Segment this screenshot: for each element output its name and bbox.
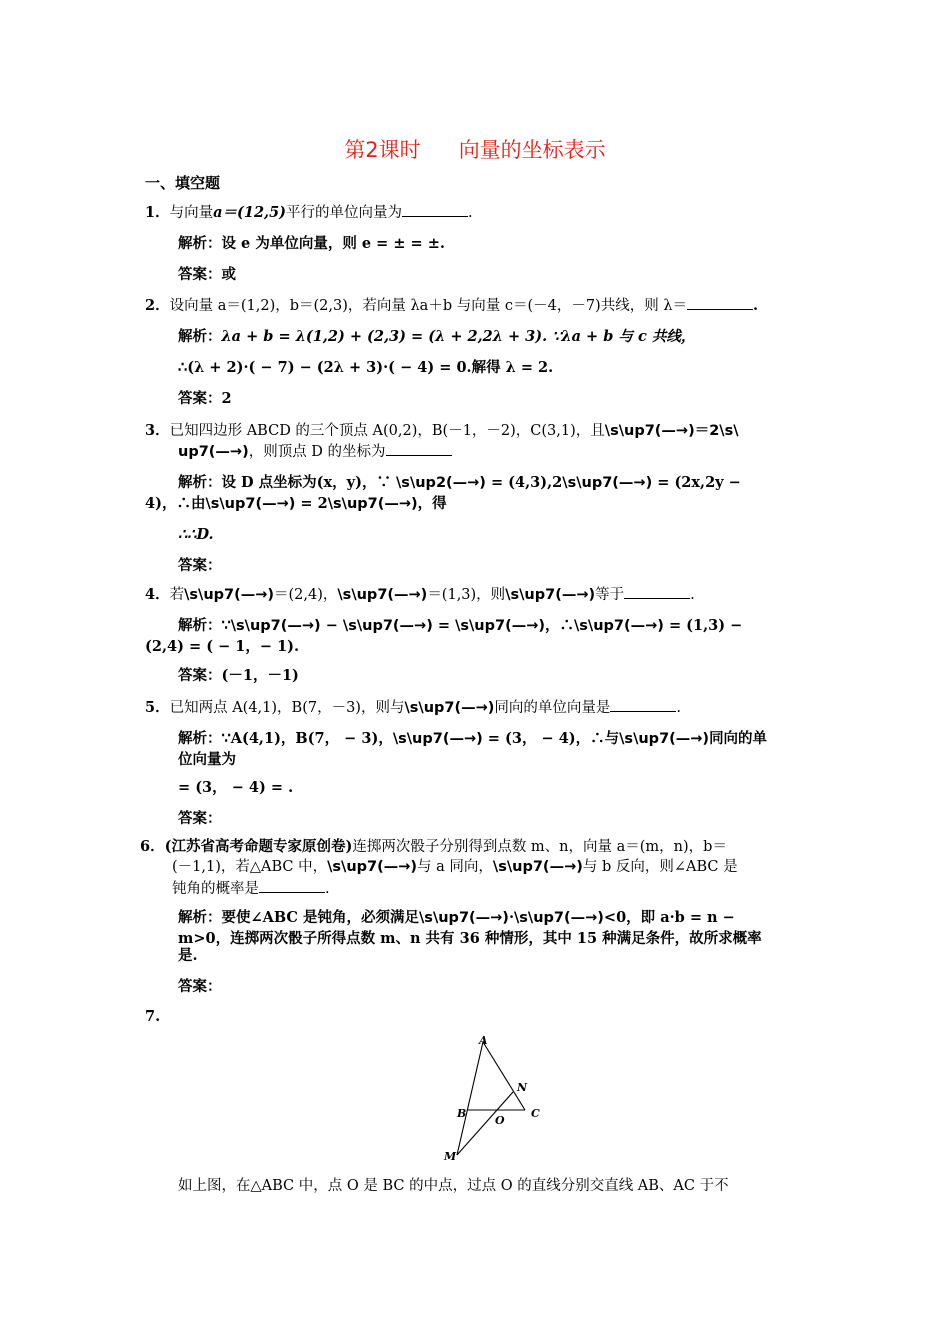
q5-analysis: 解析：∵A(4,1)，B(7， − 3)，\s\up7(—→) = (3， − 4)，∴与\s\up7(—→)同向的单 <box>178 730 768 747</box>
label-o: O <box>495 1114 505 1127</box>
q5-analysis-3: = (3， − 4) = . <box>178 779 294 796</box>
q4-analysis: 解析：∵\s\up7(—→) − \s\up7(—→) = \s\up7(—→)，∴\s\up7(—→) = (1,3) − <box>178 617 743 634</box>
q3-question: 3．已知四边形 ABCD 的三个顶点 A(0,2)，B(－1，－2)，C(3,1)，且\s\up7(—→)＝2\s\ <box>145 422 739 439</box>
q2-analysis: 解析：λa + b = λ(1,2) + (2,3) = (λ + 2,2λ + 3). ∵λa + b 与 c 共线， <box>178 328 696 345</box>
q5-answer: 答案： <box>178 811 222 827</box>
q6-analysis-3: 是. <box>178 947 198 964</box>
q6-question-3: 钝角的概率是 . <box>172 878 330 900</box>
label-c: C <box>531 1107 540 1120</box>
q4-answer: 答案：(－1，－1) <box>178 667 299 684</box>
q3-question-2: up7(—→)，则顶点 D 的坐标为 <box>178 441 452 463</box>
q3-analysis-2: 4)，∴由\s\up7(—→) = 2\s\up7(—→)，得 <box>145 495 447 512</box>
q2-question: 2．设向量 a＝(1,2)，b＝(2,3)，若向量 λa＋b 与向量 c＝(－4，－7)共线，则 λ＝ . <box>145 297 759 314</box>
q6-analysis: 解析：要使∠ABC 是钝角，必须满足\s\up7(—→)·\s\up7(—→)<0，即 a·b = n − <box>178 909 735 926</box>
answer-blank <box>259 878 325 893</box>
side-ac <box>483 1042 525 1110</box>
line-am <box>457 1042 483 1155</box>
answer-blank <box>687 295 753 310</box>
title-topic: 向量的坐标表示 <box>458 138 606 162</box>
page-title <box>0 134 950 164</box>
q2-analysis-2: ∴(λ + 2)·( − 7) − (2λ + 3)·( − 4) = 0.解得 λ = 2. <box>178 359 554 376</box>
title-lesson: 第2课时 <box>344 138 421 162</box>
section-heading: 一、填空题 <box>145 174 221 192</box>
q3-analysis: 解析：设 D 点坐标为(x，y)，∵ \s\up2(—→) = (4,3),2\s\up7(—→) = (2x,2y − <box>178 474 741 491</box>
q6-question-2: (－1,1)，若△ABC 中，\s\up7(—→)与 a 同向，\s\up7(—→)与 b 反向，则∠ABC 是 <box>172 859 738 875</box>
q4-analysis-2: (2,4) = ( − 1，− 1). <box>145 638 300 655</box>
q6-analysis-2: m>0，连掷两次骰子所得点数 m、n 共有 36 种情形，其中 15 种满足条件，故所求概率 <box>178 930 762 947</box>
q1-question: 1．与向量a＝(12,5)平行的单位向量为 . <box>145 204 473 221</box>
label-a: A <box>479 1034 488 1047</box>
triangle-figure <box>435 1030 555 1165</box>
q7-text: 如上图，在△ABC 中，点 O 是 BC 的中点，过点 O 的直线分别交直线 AB、AC 于不 <box>178 1178 729 1194</box>
q1-answer: 答案：或 <box>178 266 236 283</box>
q5-analysis-2: 位向量为 <box>178 751 236 768</box>
label-n: N <box>517 1081 528 1094</box>
answer-blank <box>386 441 452 456</box>
q3-analysis-3: ∴∴D. <box>178 526 214 543</box>
q3-answer: 答案： <box>178 558 222 574</box>
q2-answer: 答案：2 <box>178 390 232 407</box>
answer-blank <box>402 202 468 217</box>
q1-analysis: 解析：设 e 为单位向量，则 e = ± = ±. <box>178 235 445 252</box>
line-mn <box>457 1092 513 1155</box>
q5-question: 5．已知两点 A(4,1)，B(7，－3)，则与\s\up7(—→)同向的单位向量是 . <box>145 699 681 716</box>
label-m: M <box>444 1150 457 1163</box>
answer-blank <box>610 697 676 712</box>
label-b: B <box>457 1107 467 1120</box>
q4-question: 4．若\s\up7(—→)＝(2,4)，\s\up7(—→)＝(1,3)，则\s\up7(—→)等于 . <box>145 586 695 603</box>
q6-question: 6．(江苏省高考命题专家原创卷)连掷两次骰子分别得到点数 m、n，向量 a＝(m，n)，b＝ <box>140 838 727 855</box>
q6-answer: 答案： <box>178 979 222 995</box>
answer-blank <box>624 584 690 599</box>
q7-number: 7. <box>145 1008 161 1025</box>
